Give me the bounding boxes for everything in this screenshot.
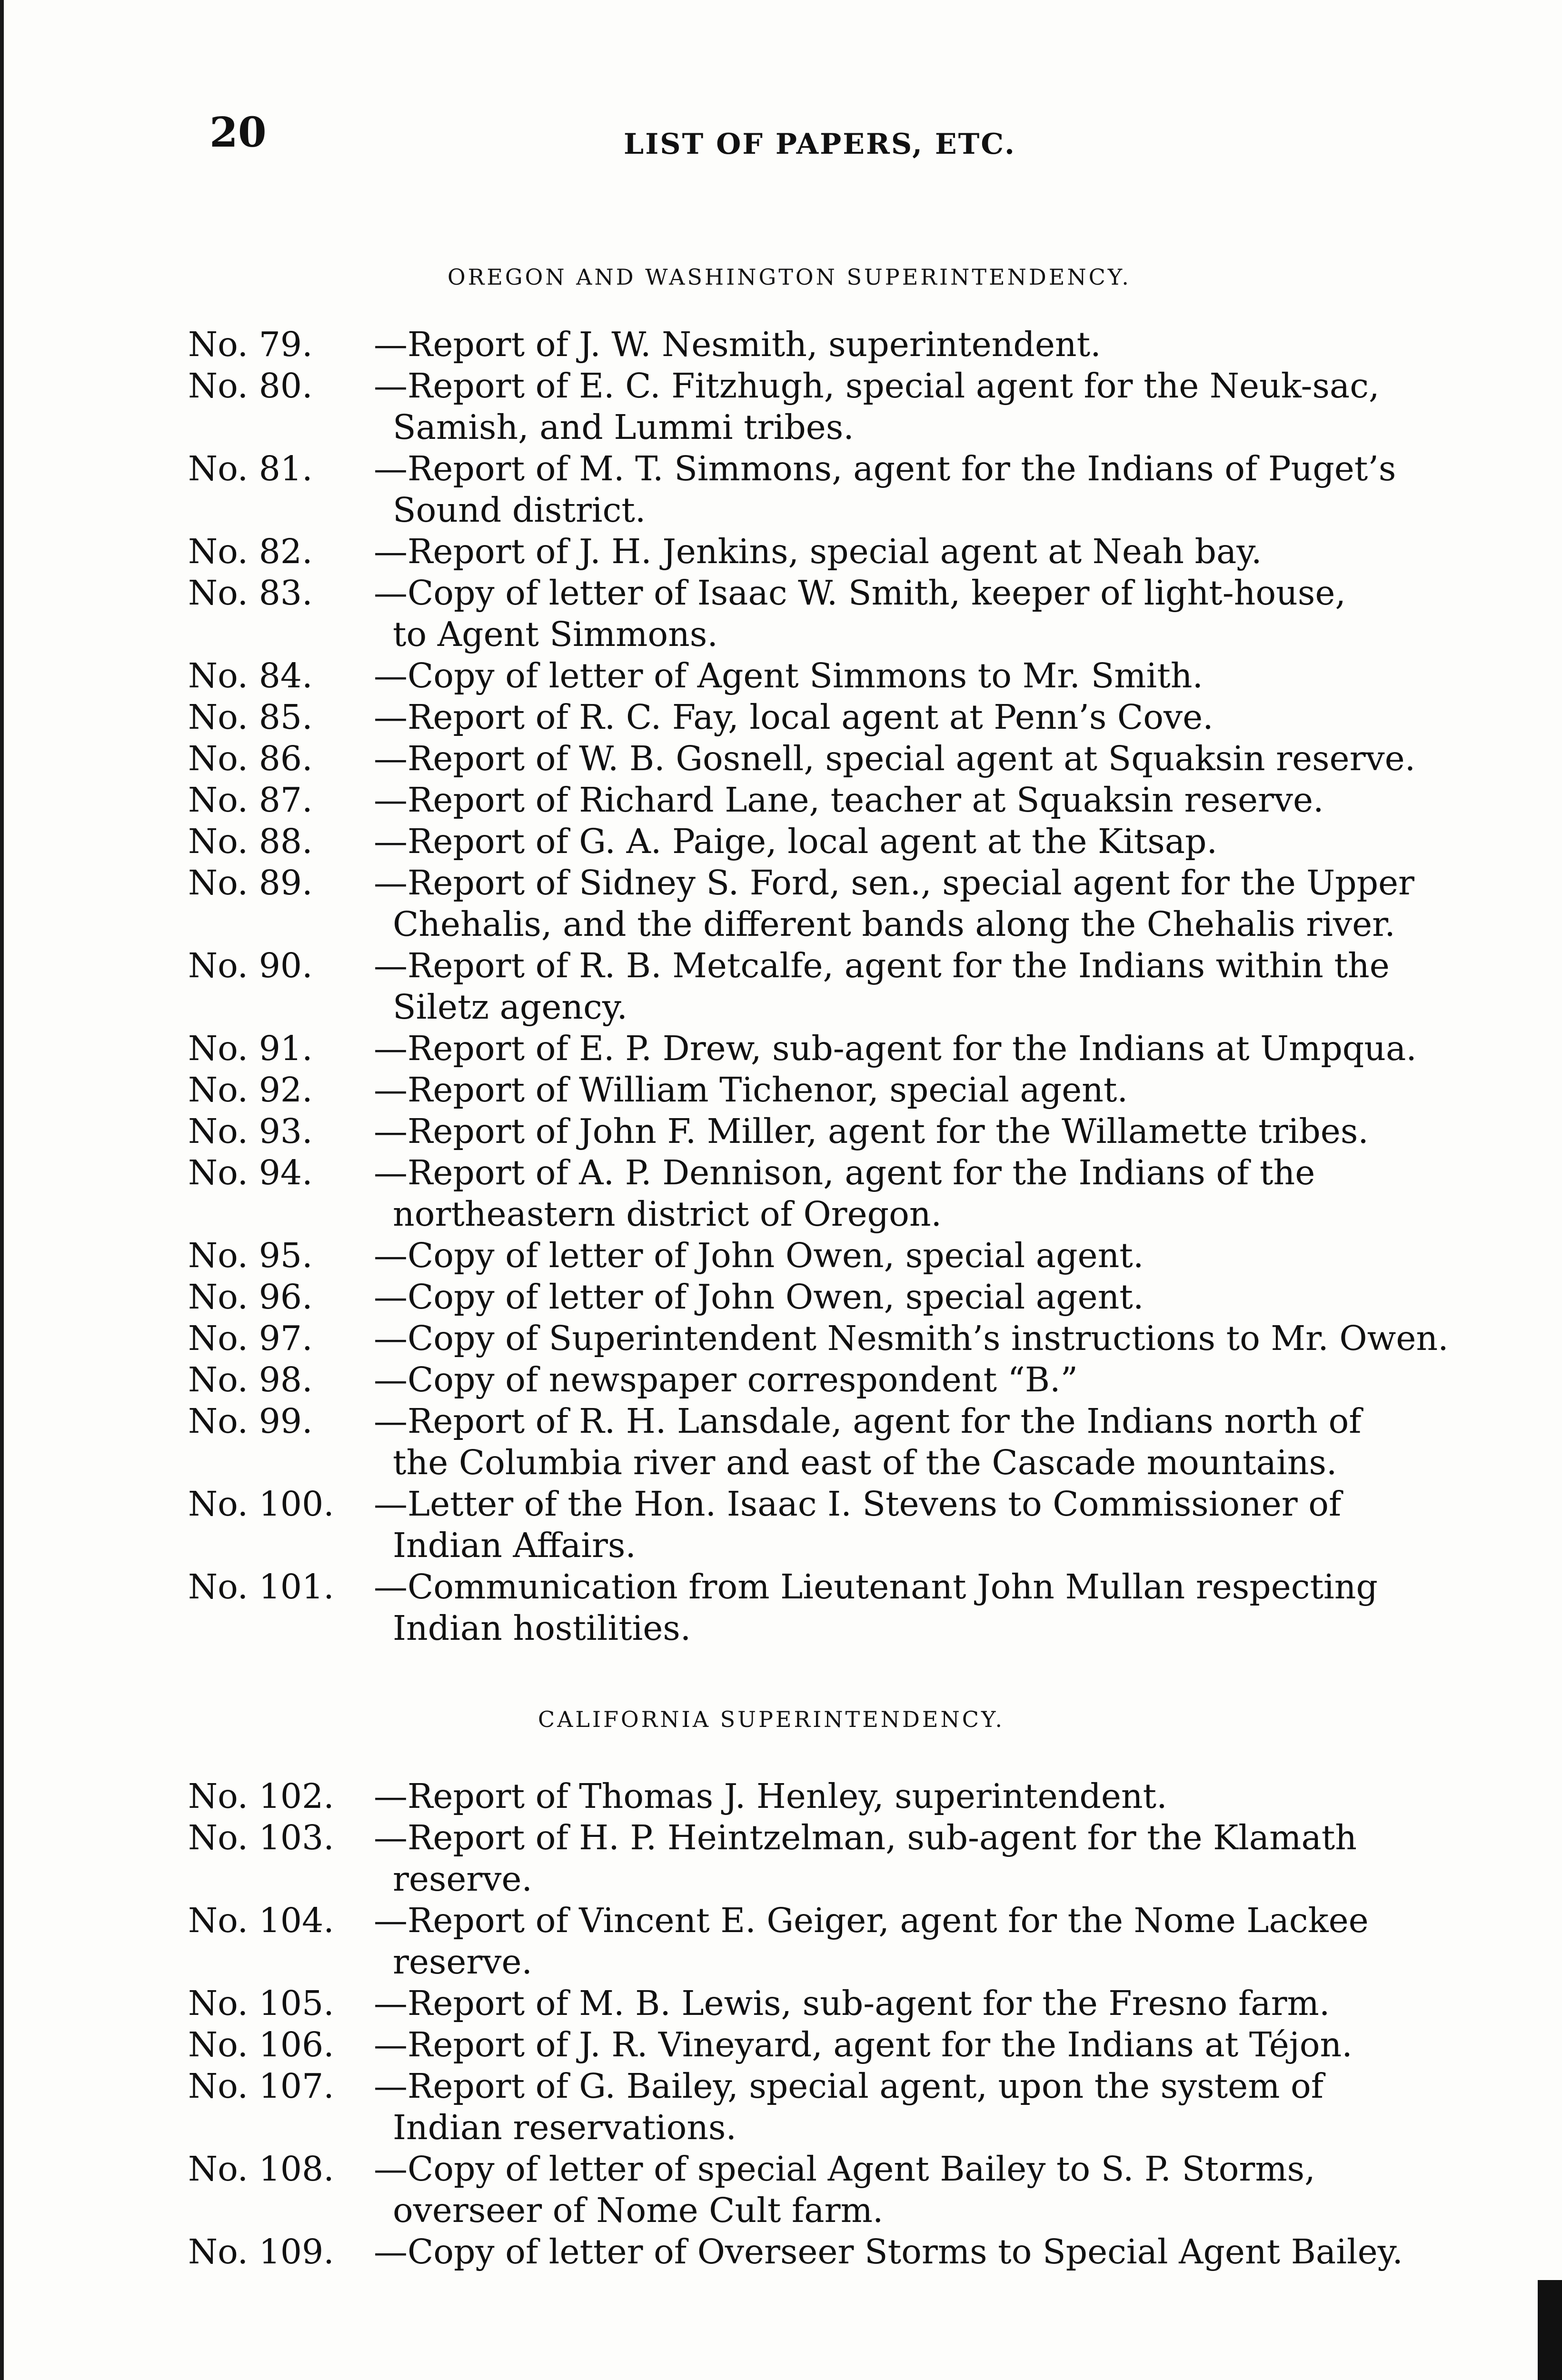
entry-title: —Report of R. B. Metcalfe, agent for the Indians within the [374,946,1390,985]
list-item [188,1775,1464,1817]
entry-title: —Copy of Superintendent Nesmith’s instructions to Mr. Owen. [374,1319,1449,1358]
entry-number: No. 106. [188,2025,334,2064]
list-item-continuation [188,407,1464,448]
entry-title: —Report of Richard Lane, teacher at Squaksin reserve. [374,780,1324,820]
entry-number [188,489,374,531]
entry-number: No. 88. [188,822,313,861]
entry-number [188,1442,374,1483]
entry-title: —Copy of letter of Agent Simmons to Mr. Smith. [374,656,1204,695]
entry-title: —Report of G. A. Paige, local agent at the Kitsap. [374,822,1218,861]
list-item-continuation [188,903,1464,945]
entry-number: No. 83. [188,573,313,613]
entry-number [188,1941,374,1983]
entry-number [188,1193,374,1235]
entry-title-continuation: Samish, and Lummi tribes. [393,407,854,447]
entry-title-continuation: reserve. [393,1859,533,1899]
entry-title: —Copy of letter of special Agent Bailey to S. P. Storms, [374,2149,1315,2189]
entry-number: No. 100. [188,1484,334,1524]
list-item [188,1400,1464,1442]
list-item [188,1069,1464,1111]
entry-list-california [188,1775,1464,2272]
entry-title: —Copy of letter of John Owen, special agent. [374,1236,1144,1275]
list-item [188,1817,1464,1858]
entry-title: —Report of H. P. Heintzelman, sub-agent for the Klamath [374,1818,1357,1857]
list-item [188,572,1464,614]
page-number: 20 [209,109,267,157]
entry-title-continuation: Chehalis, and the different bands along the Chehalis river. [393,904,1395,944]
entry-number: No. 93. [188,1111,313,1151]
list-item-continuation [188,2107,1464,2148]
list-item-continuation [188,2190,1464,2231]
scan-right-mark [1538,2280,1562,2380]
list-item [188,448,1464,489]
list-item [188,531,1464,572]
entry-title: —Letter of the Hon. Isaac I. Stevens to Commissioner of [374,1484,1342,1524]
running-head: LIST OF PAPERS, ETC. [624,128,1016,161]
entry-title-continuation: to Agent Simmons. [393,615,718,654]
entry-title: —Report of M. T. Simmons, agent for the Indians of Puget’s [374,449,1396,488]
entry-number [188,407,374,448]
list-item [188,862,1464,903]
entry-number [188,614,374,655]
entry-title: —Report of M. B. Lewis, sub-agent for the Fresno farm. [374,1983,1330,2023]
list-item [188,1900,1464,1941]
entry-number: No. 96. [188,1277,313,1317]
entry-number: No. 94. [188,1153,313,1192]
entry-number: No. 82. [188,532,313,571]
list-item [188,945,1464,986]
entry-title: —Report of J. W. Nesmith, superintendent. [374,325,1101,364]
list-item-continuation [188,614,1464,655]
entry-title-continuation: northeastern district of Oregon. [393,1194,942,1234]
entry-title-continuation: Indian hostilities. [393,1608,691,1648]
list-item [188,1235,1464,1276]
entry-number: No. 99. [188,1401,313,1441]
entry-number: No. 91. [188,1029,313,1068]
section-heading-oregon-washington: OREGON AND WASHINGTON SUPERINTENDENCY. [448,264,1131,290]
entry-title-continuation: Indian reservations. [393,2108,737,2147]
list-item [188,2065,1464,2107]
list-item-continuation [188,986,1464,1028]
list-item [188,1276,1464,1318]
entry-title-continuation: Indian Affairs. [393,1526,637,1565]
entry-title-continuation: overseer of Nome Cult farm. [393,2191,884,2230]
entry-title: —Report of Vincent E. Geiger, agent for the Nome Lackee [374,1901,1369,1940]
entry-number: No. 101. [188,1567,334,1606]
list-item [188,655,1464,696]
entry-number [188,2190,374,2231]
entry-title: —Report of G. Bailey, special agent, upon the system of [374,2066,1324,2106]
entry-number: No. 79. [188,325,313,364]
scan-left-edge [0,0,9,2380]
entry-number: No. 92. [188,1070,313,1110]
list-item [188,2024,1464,2065]
entry-number: No. 90. [188,946,313,985]
entry-number [188,1525,374,1566]
entry-number: No. 105. [188,1983,334,2023]
entry-title-continuation: Siletz agency. [393,987,628,1027]
list-item [188,821,1464,862]
entry-number: No. 104. [188,1901,334,1940]
entry-number: No. 108. [188,2149,334,2189]
entry-title: —Report of E. C. Fitzhugh, special agent for the Neuk-sac, [374,366,1380,406]
entry-number: No. 89. [188,863,313,902]
list-item [188,365,1464,407]
entry-title: —Report of R. C. Fay, local agent at Penn’s Cove. [374,697,1214,737]
list-item-continuation [188,1442,1464,1483]
list-item [188,1983,1464,2024]
section-heading-california: CALIFORNIA SUPERINTENDENCY. [538,1706,1005,1732]
list-item-continuation [188,1858,1464,1900]
entry-number: No. 102. [188,1776,334,1816]
list-item [188,738,1464,779]
list-item [188,2231,1464,2272]
list-item [188,1318,1464,1359]
entry-number: No. 98. [188,1360,313,1399]
list-item [188,1566,1464,1607]
entry-number: No. 86. [188,739,313,778]
entry-title: —Report of J. H. Jenkins, special agent at Neah bay. [374,532,1262,571]
entry-number: No. 85. [188,697,313,737]
list-item [188,1028,1464,1069]
entry-number: No. 97. [188,1319,313,1358]
entry-title: —Report of John F. Miller, agent for the Willamette tribes. [374,1111,1369,1151]
entry-number: No. 107. [188,2066,334,2106]
entry-title: —Copy of newspaper correspondent “B.” [374,1360,1078,1399]
list-item [188,1111,1464,1152]
entry-number: No. 109. [188,2232,334,2271]
entry-title: —Report of W. B. Gosnell, special agent at Squaksin reserve. [374,739,1416,778]
list-item [188,1359,1464,1400]
entry-number [188,2107,374,2148]
entry-title-continuation: the Columbia river and east of the Cascade mountains. [393,1443,1337,1482]
list-item-continuation [188,489,1464,531]
entry-list-oregon-washington [188,324,1464,1649]
entry-title: —Report of J. R. Vineyard, agent for the Indians at Téjon. [374,2025,1353,2064]
entry-title: —Report of A. P. Dennison, agent for the Indians of the [374,1153,1315,1192]
entry-number [188,1607,374,1649]
entry-title: —Report of Sidney S. Ford, sen., special agent for the Upper [374,863,1414,902]
entry-title: —Report of R. H. Lansdale, agent for the Indians north of [374,1401,1362,1441]
entry-title: —Report of Thomas J. Henley, superintendent. [374,1776,1167,1816]
entry-number: No. 84. [188,656,313,695]
entry-title: —Report of William Tichenor, special agent. [374,1070,1128,1110]
list-item [188,324,1464,365]
entry-title: —Copy of letter of Overseer Storms to Special Agent Bailey. [374,2232,1403,2271]
list-item-continuation [188,1525,1464,1566]
entry-number: No. 95. [188,1236,313,1275]
list-item [188,1483,1464,1525]
entry-number [188,1858,374,1900]
entry-title-continuation: Sound district. [393,490,646,530]
list-item [188,2148,1464,2190]
entry-number: No. 80. [188,366,313,406]
list-item [188,1152,1464,1193]
list-item-continuation [188,1941,1464,1983]
entry-title: —Report of E. P. Drew, sub-agent for the Indians at Umpqua. [374,1029,1417,1068]
entry-number: No. 87. [188,780,313,820]
entry-number [188,903,374,945]
entry-title: —Copy of letter of Isaac W. Smith, keeper of light-house, [374,573,1346,613]
entry-number: No. 81. [188,449,313,488]
list-item [188,696,1464,738]
list-item-continuation [188,1607,1464,1649]
entry-title: —Communication from Lieutenant John Mullan respecting [374,1567,1378,1606]
entry-title-continuation: reserve. [393,1942,533,1982]
entry-number [188,986,374,1028]
list-item-continuation [188,1193,1464,1235]
list-item [188,779,1464,821]
entry-number: No. 103. [188,1818,334,1857]
entry-title: —Copy of letter of John Owen, special agent. [374,1277,1144,1317]
